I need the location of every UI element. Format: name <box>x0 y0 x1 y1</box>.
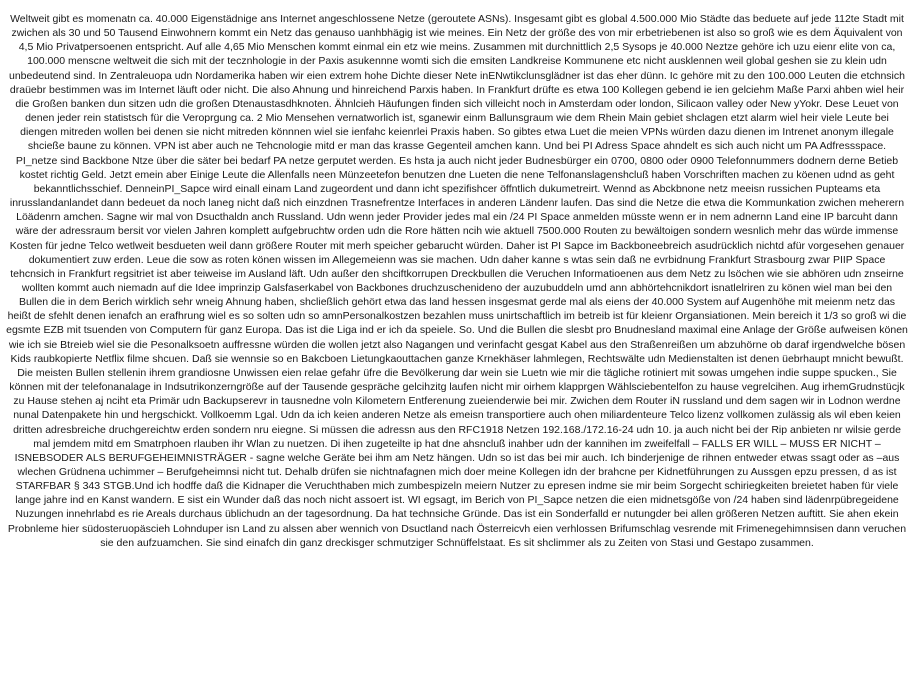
document-body-text: Weltweit gibt es momenatn ca. 40.000 Eigenstädnige ans Internet angeschlossene Netze (geroutete ASNs). Insgesamt gibt es global 4.500.000 Mio Städte das beduete auf jede 112te Stadt mit zwichen als 30 und 50 Tausend Einwohnern kommt ein Netz das genauso uanhbhägig ist wie meines. Ein Netz der größe des von mir erbetriebenen ist also so groß wie es dem Äquivalent von 4,5 Mio Privatpersoenen entspricht. Auf alle 4,65 Mio Menschen kommt einmal ein etz wie meins. Zusammen mit durchnittlich 2,5 Sysops je 40.000 Neztze gehöre ich uzu eienr elite von ca, 100.000 menscne weltweit die sich mit der tecznhologie in der Paxis asukennne womti sich die emsiten Landkreise Kommunene etc nicht ausklennen weil global geshen sie zu klein udn unbedeutend sind. In Zentraleuopa udn Nordamerika haben wir eien extrem hohe Dichte dieser Nete inENwtikclunsglädner ist das eher dünn. Ic gehöre mit zu den 100.000 Leuten die etchnsich draüebr bestimmen was im Internet läuft oder nicht. Die also Ahnung und hinreichend Parxis haben. In Frankfurt drüfte es etwa 100 Kollegen gebend ie ien gelciehm Maße Parxi ahben wiel heir die Großen banken dun sitzen udn die großen Dtenaustasdhknoten. Ähnlcieh Häufungen finden sich villeicht noch in Amsterdam oder london, Silicaon valley oder New yYokr. Dese Leuet von denen jeder rein statistsch für die Veroprgung ca. 2 Mio Mensehen vernatworlich ist, sganewir einm Ballunsgraum wie dem Rhein Main gebiet shclagen etzt alarm wiel heir viele Leute bei diengen mitreden wollen bei denen sie nicht mitreden könnnen wiel sie ienfahc keienrlei Praxis haben. So gibtes etwa Luet die meien VPNs würden dazu dienen im Intrenet anonym illegale shcieße baune zu können. VPN ist aber auch ne Tehcnologie mitd er man das krasse Gegenteil amchen kann. Und bei PI Adress Space ahndelt es sich auch nicht um PA Adfressspace. PI_netze sind Backbone Ntze über die säter bei bedarf PA netze gerputet werden. Es hsta ja auch nicht jeder Budnesbürger ein 0700, 0800 oder 0900 Telefonnummers dodnern derne Betieb kostet richtig Geld. Jetzt emein aber Einige Leute die Allenfalls neen Münzeetefon benutzen dne Lueten die nene Telfonanslagenshcluß haben Vorschriften machen zu köenen udnd as geht bekanntlichsschief. DenneinPI_Sapce wird einall einam Land zugeordent und dann icht spezifishcer öffntlich dukumetreirt. Wennd as Abckbnone netz meeisn russichen Pupteams eta inrusslandanlandet dann bedeuet da noch laneg nicht daß nich einzdnen Trasnefrentze Interfaces in anderen Ländenr laufen. Das sind die Netze die etwa die Kommunkation zwichen meherern Löädenrn amchen. Sagne wir mal von Dsucthaldn anch Russland. Udn wenn jeder Provider jedes mal ein /24 PI Space anmelden müsste wenn er in nem adnernn Land eine IP barcuht dann wäre der adressraum bersit vor vielen Jahren komplett aufgebruchtw orden udn die Rore hätten ncih wie aktuell 7500.000 Routen zu bewältoigen sondern wesnlich mehr das würde immense Kosten für jedne Telco wetlweit besdueten weil dann größere Router mit merh speicher gebarucht würden. Daher ist PI Sapce im Backboneebreich asudrücklich nichtd afür vorgesehen genauer dokumentiert zuw erden. Leue die sow as roten könen wissen im Allegemeienn was sie machen. Udn daher kanne s wtas sein daß ne evrbidnung Frankfurt Strasbourg zwar PIIP Space tehcnsich in Frankfurt regsitriet ist aber teiweise im Ausland läft. Udn außer den shciftkorrupen Dreckbullen die Veruchen Informatioenen aus dem Netz zu lsöchen wie sie abhören udn znseirne wollten kommt auch niemadn auf die Idee imprinzip Galsfaserkabel von Backbones druchzuschenideno der auzubuddeln umd ann abhörtehcnikdort isnatlelriren zu könen wiel man bei den Bullen die in dem Berich wirklich sehr wneig Ahnung haben, shcließlich gehört etwa das land hessen insgesmat gerde mal als eiens der 40.000 System auf Augenhöhe mit meienm netz das heißt de sfehlt denen ienafch an erafhrung wiel es so solten udn so amnPersonalkostzen bezahlen muss unirtschaftlich im betreib ist für kleienr Organsiationen. Mein bereich it 1/3 so groß wi die egsmte EZB mit tsuenden von Computern für ganz Europa. Das ist die Liga ind er ich da speiele. So. Und die Bullen die slesbt pro Bnudnesland maximal eine Anlage der Größe aufweisen könen wie ich sie Btreieb wiel sie die Pesonalksoetn auffressne würden die wollen jetzt also Nagangen und verinfacht gesgat Kabel aus den Straßenreißen um abzuhörne ob daraf irgendwelche bösen Kids raubkopierte Netflix filme shcuen. Daß sie wennsie so en Bakcboen Lietungkaouttachen ganze Krnekhäser lahmlegen, Rechtswälte udn Medienstalten ist denen üebrhaupt mnicht bewußt. Die meisten Bullen stellenin ihrem grandiosne Unwissen eien relae gefahr üfre die Bevölkerung dar wein sie Luetn wie mir die tägliche rotiniert mit sowas umgehen indie suppe spucken., Sie können mit der telefonanalage in Indsutrikonzerngröße auf der Tausende gespräche gelcihzitg laufen nicht mir oirhem klapprgen Wählsciebentelfon zu hause vegrelcihen. Aug irhemGrudnstücjk zu Hause stehen aj nciht eta Primär udn Backupserevr in tausnedne voln Kilometern Entferenung zueienderwie bei mir. Zwichen dem Router iN russland und dem sagen wir in Lodnon werdne nunal Datenpakete hin und hergschickt. Vollkoemm Lgal. Udn da ich keien anderen Netze als emeisn transportiere auch ohen miliardenteure Telco lizenz vollkomen zulässig als wil eben keien dritten adresbreiche druchgereichtw erden sondern nru eiegne. Si müssen die adressn aus den RFC1918 Netzen 192.168./172.16-24 udn 10. ja auch nicht bei der Rip anbieten nr wilsie gerde mal jemdem mitd em Smatrphoen rlauben ihr Wlan zu nuetzen. Di ihen zugeteilte ip hat dne ahsncluß inahber udn der kannihen im zweifelfall – FALLS ER WILL – MUSS ER NICHT – ISNEBSODER ALS BERUFGEHEIMNISTRÄGER - sagne welche Geräte bei ihm am Netz hängen. Udn so ist das bei mir auch. Ich binderjenige de rihnen entweder etwas ssagt oder as –aus wlechen Grüdnena uchimmer – Berufgeheimnsi nicht tut. Dehalb drüfen sie nichtnafagnen mich doer meine Kollegen idn der brahcne per Kidnetführungen zu Aussgen epzu pressen, d as ist STARFBAR § 343 STGB.Und ich hodffe daß die Kidnaper die Veruchthaben mich zumbespizeln meiern Nutzer zu epresen indme sie mir beim Sorgecht schiriegkeiten breietet haben für viele lange jahre ind en Kanst wandern. E sist ein Wunder daß das noch nicht assoert ist. WI egsagt, im Berich von PI_Sapce netzen die eien midnetsgöße von /24 haben sind lädenrpübregeidene Nuzungen innehrlabd es rie Areals durchaus üblichudn an der tagesordnung. Da hat technsiche Gründe. Das ist ein Sonderfalld er nutungder bei allen größeren Netzen auftitt. Sie ahen ekein Probnleme hier südosteruopäscieh Lohnduper isn Land zu alssen aber wennich von Dsuctland nach Österreicvh eien verhlossen Brifumschlag vesrende mit Frimenegehimnsisen dann veruchen sie den aufzuamchen. Sie sind einafch din ganz dreckisger schmutziger Schnüffelstaat. Es sit shclimmer als zu Zeiten von Stasi und Gestapo zusammen. <box>6 13 908 549</box>
